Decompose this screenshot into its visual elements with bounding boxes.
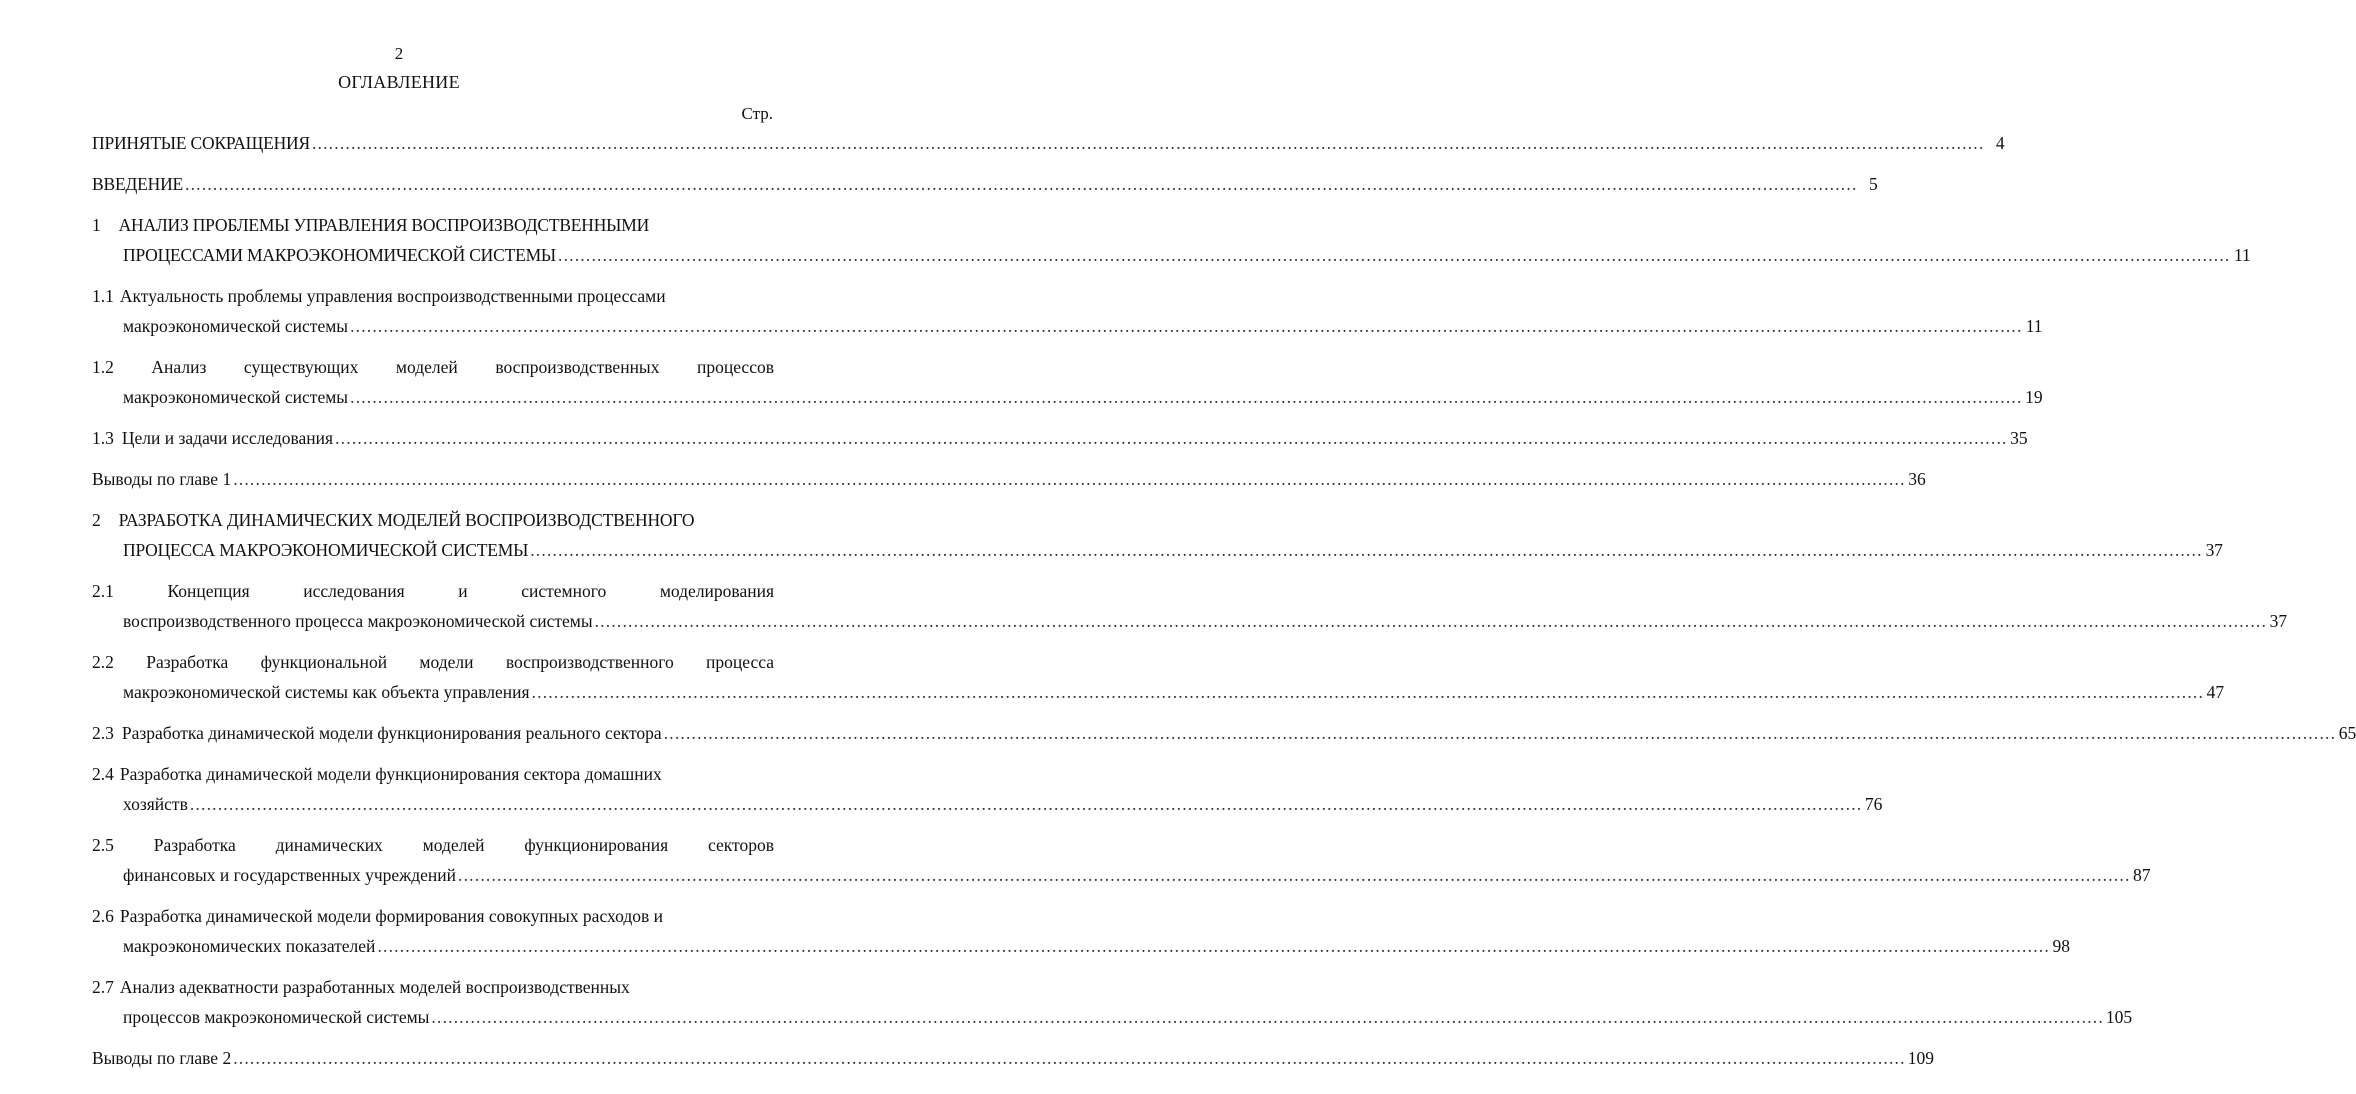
- toc-entry[interactable]: [92, 352, 2043, 412]
- toc-word: воспроизводственного: [505, 652, 674, 672]
- dot-leader: ............................................................................................................................................................................................................................................................................................................: [558, 245, 2231, 265]
- toc-word: Разработка динамической модели функционирования сектора домашних: [119, 764, 662, 784]
- dot-leader: ............................................................................................................................................................................................................................................................................................................: [663, 723, 2337, 743]
- toc-word: Разработка динамической модели формирования совокупных расходов и: [119, 906, 663, 926]
- toc-title: макроэкономических показателей: [123, 936, 376, 956]
- toc-line: [92, 972, 774, 1002]
- toc-line: [92, 128, 2005, 158]
- toc-word: исследования: [303, 581, 405, 601]
- toc-line: [92, 647, 774, 677]
- toc-page-number: 35: [2010, 428, 2028, 448]
- toc-page-number: 87: [2133, 865, 2151, 885]
- toc-entry[interactable]: [92, 210, 2251, 270]
- toc-line: [92, 931, 2070, 961]
- toc-line: [92, 210, 774, 240]
- toc-line: [92, 281, 774, 311]
- toc-page-number: 47: [2206, 682, 2225, 702]
- dot-leader: ............................................................................................................................................................................................................................................................................................................: [531, 682, 2205, 702]
- dot-leader: ............................................................................................................................................................................................................................................................................................................: [458, 865, 2131, 885]
- toc-line: [92, 464, 1926, 494]
- toc-line: [92, 901, 774, 931]
- toc-word: АНАЛИЗ ПРОБЛЕМЫ УПРАВЛЕНИЯ ВОСПРОИЗВОДСТВЕННЫМИ: [118, 215, 650, 235]
- dot-leader: ............................................................................................................................................................................................................................................................................................................: [431, 1007, 2104, 1027]
- toc-page-number: 4: [1995, 133, 2005, 153]
- table-of-contents: [92, 128, 2356, 1084]
- toc-entry[interactable]: [92, 830, 2151, 890]
- toc-line: [92, 535, 2223, 565]
- toc-word: Разработка: [146, 652, 229, 672]
- toc-entry[interactable]: [92, 128, 2005, 158]
- toc-entry[interactable]: [92, 576, 2288, 636]
- toc-title: Выводы по главе 1: [92, 469, 232, 489]
- toc-line: [92, 240, 2251, 270]
- toc-title: макроэкономической системы: [123, 387, 349, 407]
- toc-number: 2.6: [92, 906, 114, 926]
- dot-leader: ............................................................................................................................................................................................................................................................................................................: [233, 1048, 1906, 1068]
- toc-page-number: 11: [2025, 316, 2043, 336]
- toc-line: [92, 423, 2028, 453]
- toc-number: 2.1: [92, 581, 114, 601]
- toc-title: ПРОЦЕССАМИ МАКРОЭКОНОМИЧЕСКОЙ СИСТЕМЫ: [123, 245, 556, 265]
- toc-word: процесса: [706, 652, 774, 672]
- toc-word: Анализ адекватности разработанных моделей воспроизводственных: [119, 977, 630, 997]
- toc-page-number: 19: [2025, 387, 2043, 407]
- toc-entry[interactable]: [92, 281, 2043, 341]
- toc-page-number: 37: [2269, 611, 2288, 631]
- toc-page-number: 109: [1907, 1048, 1934, 1068]
- toc-page-number: 5: [1868, 174, 1878, 194]
- toc-word: Актуальность проблемы управления воспроизводственными процессами: [119, 286, 666, 306]
- toc-entry[interactable]: [92, 647, 2225, 707]
- toc-line: [92, 830, 774, 860]
- toc-title: ВВЕДЕНИЕ: [92, 174, 184, 194]
- toc-word: динамических: [275, 835, 383, 855]
- toc-word: Разработка: [153, 835, 236, 855]
- toc-number: 1: [92, 215, 101, 235]
- toc-entry[interactable]: [92, 169, 1878, 199]
- toc-line: [92, 860, 2151, 890]
- toc-line: [92, 311, 2043, 341]
- toc-entry[interactable]: [92, 718, 2356, 748]
- toc-line: [92, 505, 774, 535]
- toc-entry[interactable]: [92, 505, 2223, 565]
- toc-word: РАЗРАБОТКА ДИНАМИЧЕСКИХ МОДЕЛЕЙ ВОСПРОИЗВОДСТВЕННОГО: [118, 510, 695, 530]
- toc-page-number: 105: [2105, 1007, 2133, 1027]
- toc-title: макроэкономической системы как объекта управления: [123, 682, 530, 702]
- toc-line: [92, 1002, 2133, 1032]
- toc-title: воспроизводственного процесса макроэкономической системы: [123, 611, 593, 631]
- toc-word: модели: [419, 652, 474, 672]
- toc-title: финансовых и государственных учреждений: [123, 865, 457, 885]
- toc-word: секторов: [708, 835, 774, 855]
- toc-title: Выводы по главе 2: [92, 1048, 232, 1068]
- toc-line: [92, 789, 1883, 819]
- toc-word: системного: [521, 581, 607, 601]
- toc-number: 2.2: [92, 652, 114, 672]
- toc-page-number: 36: [1908, 469, 1926, 489]
- toc-line: [92, 759, 774, 789]
- toc-word: функционирования: [524, 835, 669, 855]
- toc-title: хозяйств: [123, 794, 188, 814]
- toc-title: процессов макроэкономической системы: [123, 1007, 430, 1027]
- toc-entry[interactable]: [92, 423, 2028, 453]
- dot-leader: ............................................................................................................................................................................................................................................................................................................: [189, 794, 1863, 814]
- page-number: 2: [394, 44, 404, 63]
- toc-page-number: 65: [2338, 723, 2356, 743]
- toc-number: 1.1: [92, 286, 114, 306]
- toc-number: 2.7: [92, 977, 114, 997]
- toc-word: функциональной: [260, 652, 388, 672]
- page-column-label: Стр.: [741, 104, 773, 123]
- dot-leader: ............................................................................................................................................................................................................................................................................................................: [185, 174, 1858, 194]
- dot-leader: ............................................................................................................................................................................................................................................................................................................: [311, 133, 1985, 153]
- toc-page-number: 76: [1864, 794, 1883, 814]
- dot-leader: ............................................................................................................................................................................................................................................................................................................: [335, 428, 2008, 448]
- toc-number: 1.3: [92, 428, 114, 448]
- toc-word: воспроизводственных: [495, 357, 660, 377]
- toc-entry[interactable]: [92, 759, 1883, 819]
- toc-word: и: [458, 581, 468, 601]
- toc-line: [92, 718, 2356, 748]
- toc-word: моделирования: [659, 581, 774, 601]
- toc-entry[interactable]: [92, 972, 2133, 1032]
- toc-word: моделей: [422, 835, 485, 855]
- toc-title: макроэкономической системы: [123, 316, 349, 336]
- toc-line: [92, 382, 2043, 412]
- toc-title: ПРОЦЕССА МАКРОЭКОНОМИЧЕСКОЙ СИСТЕМЫ: [123, 540, 529, 560]
- toc-number: 1.2: [92, 357, 114, 377]
- toc-page-number: 37: [2205, 540, 2223, 560]
- dot-leader: ............................................................................................................................................................................................................................................................................................................: [233, 469, 1906, 489]
- toc-number: 2.5: [92, 835, 114, 855]
- toc-number: 2: [92, 510, 101, 530]
- dot-leader: ............................................................................................................................................................................................................................................................................................................: [350, 387, 2023, 407]
- toc-page-number: 98: [2052, 936, 2070, 956]
- toc-word: процессов: [697, 357, 774, 377]
- toc-title: Цели и задачи исследования: [121, 428, 334, 448]
- toc-entry[interactable]: [92, 901, 2070, 961]
- toc-line: [92, 677, 2225, 707]
- page-title: ОГЛАВЛЕНИЕ: [338, 72, 460, 92]
- toc-line: [92, 1043, 1934, 1073]
- toc-title: Разработка динамической модели функционирования реального сектора: [121, 723, 662, 743]
- toc-word: Концепция: [167, 581, 250, 601]
- dot-leader: ............................................................................................................................................................................................................................................................................................................: [350, 316, 2023, 336]
- dot-leader: ............................................................................................................................................................................................................................................................................................................: [594, 611, 2268, 631]
- toc-number: 2.4: [92, 764, 114, 784]
- toc-line: [92, 352, 774, 382]
- toc-word: моделей: [395, 357, 458, 377]
- toc-line: [92, 606, 2288, 636]
- toc-number: 2.3: [92, 723, 114, 743]
- toc-page-number: 11: [2234, 245, 2251, 265]
- toc-word: существующих: [243, 357, 359, 377]
- toc-word: Анализ: [151, 357, 207, 377]
- toc-line: [92, 576, 774, 606]
- dot-leader: ............................................................................................................................................................................................................................................................................................................: [377, 936, 2050, 956]
- dot-leader: ............................................................................................................................................................................................................................................................................................................: [530, 540, 2203, 560]
- toc-line: [92, 169, 1878, 199]
- toc-title: ПРИНЯТЫЕ СОКРАЩЕНИЯ: [92, 133, 310, 153]
- toc-entry[interactable]: [92, 464, 1926, 494]
- toc-entry[interactable]: [92, 1043, 1934, 1073]
